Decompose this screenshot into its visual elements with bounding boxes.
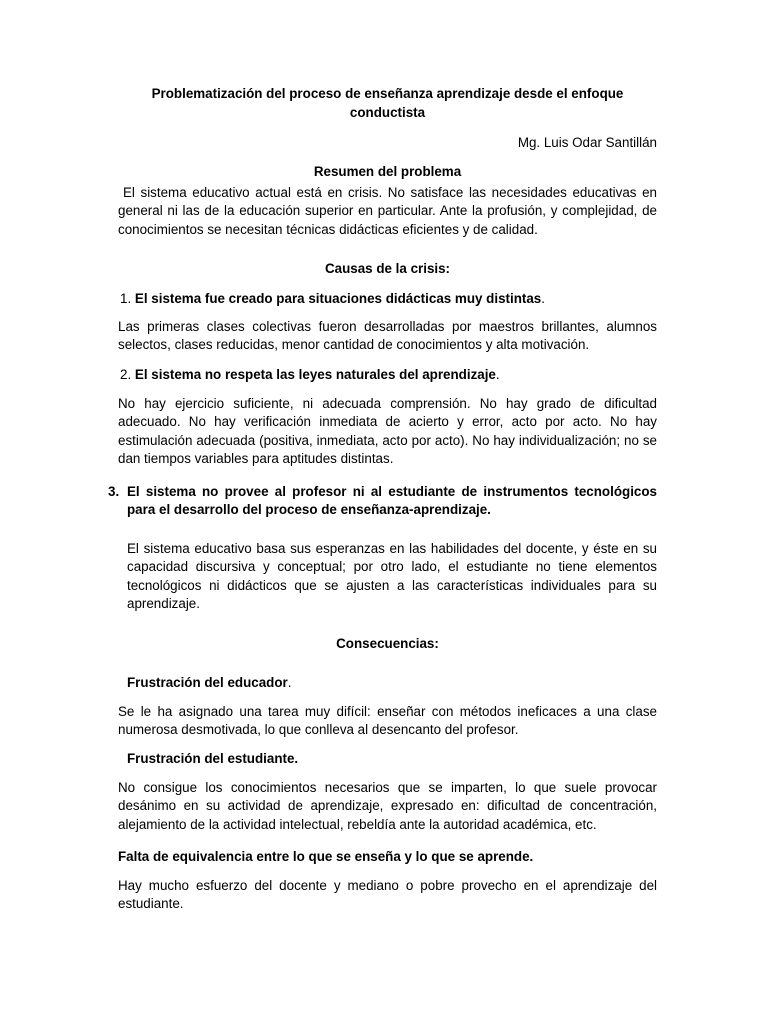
cause-1-number: 1.	[120, 291, 132, 306]
summary-heading: Resumen del problema	[313, 164, 462, 179]
causes-heading: Causas de la crisis:	[324, 261, 451, 276]
consequence-3-paragraph: Hay mucho esfuerzo del docente y mediano o pobre provecho en el aprendizaje del estudiante.	[118, 878, 657, 912]
cause-3-title: El sistema no provee al profesor ni al estudiante de instrumentos tecnológicos para el desarrollo del proceso de enseñanza-aprendizaje.	[127, 484, 657, 518]
cause-3-number: 3.	[108, 484, 120, 499]
cause-1-heading	[118, 290, 657, 308]
consequence-2-heading: Frustración del estudiante.	[127, 751, 299, 766]
document-title-line-1: Problematización del proceso de enseñanza aprendizaje desde el enfoque	[151, 86, 624, 101]
cause-1-title-end: .	[541, 291, 545, 306]
consequence-1-title-end: .	[287, 675, 292, 690]
cause-2-paragraph: No hay ejercicio suficiente, ni adecuada comprensión. No hay grado de dificultad adecuado. No hay verificación inmediata de acierto y error, acto por acto. No hay estimulación adecuada (positiva, inmediata, acto por acto). No hay individualización; no se dan tiempos variables para aptitudes distintas.	[118, 396, 657, 466]
summary-paragraph: El sistema educativo actual está en crisis. No satisface las necesidades educativas en general ni las de la educación superior en particular. Ante la profusión, y complejidad, de conocimientos se necesitan técnicas didácticas eficientes y de calidad.	[118, 185, 657, 237]
cause-3-heading	[108, 483, 657, 520]
consequence-3-heading: Falta de equivalencia entre lo que se enseña y lo que se aprende.	[118, 849, 534, 864]
document-title-line-2: conductista	[349, 105, 426, 120]
consequences-heading: Consecuencias:	[336, 636, 439, 651]
consequence-2-paragraph: No consigue los conocimientos necesarios que se imparten, lo que suele provocar desánimo en su actividad de aprendizaje, expresado en: dificultad de concentración, alejamiento de la actividad intelectual, rebeldía ante la autoridad académica, etc.	[118, 780, 657, 832]
consequence-1-title: Frustración del educador	[127, 675, 288, 690]
cause-1-paragraph: Las primeras clases colectivas fueron desarrolladas por maestros brillantes, alumnos selectos, clases reducidas, menor cantidad de conocimientos y alta motivación.	[118, 319, 657, 353]
consequence-1-paragraph: Se le ha asignado una tarea muy difícil: enseñar con métodos ineficaces a una clase numerosa desmotivada, lo que conlleva al desencanto del profesor.	[118, 704, 657, 738]
cause-2-heading	[118, 366, 657, 384]
consequence-1-heading	[127, 674, 657, 692]
cause-3-paragraph: El sistema educativo basa sus esperanzas en las habilidades del docente, y éste en su capacidad discursiva y conceptual; por otro lado, el estudiante no tiene elementos tecnológicos ni didácticos que se ajusten a las características individuales para su aprendizaje.	[127, 541, 657, 611]
cause-2-title-end: .	[495, 367, 500, 382]
cause-2-number: 2.	[120, 367, 132, 382]
author-name: Mg. Luis Odar Santillán	[517, 135, 657, 150]
cause-2-title: El sistema no respeta las leyes naturales del aprendizaje	[134, 367, 496, 382]
cause-1-title: El sistema fue creado para situaciones didácticas muy distintas	[134, 291, 542, 306]
